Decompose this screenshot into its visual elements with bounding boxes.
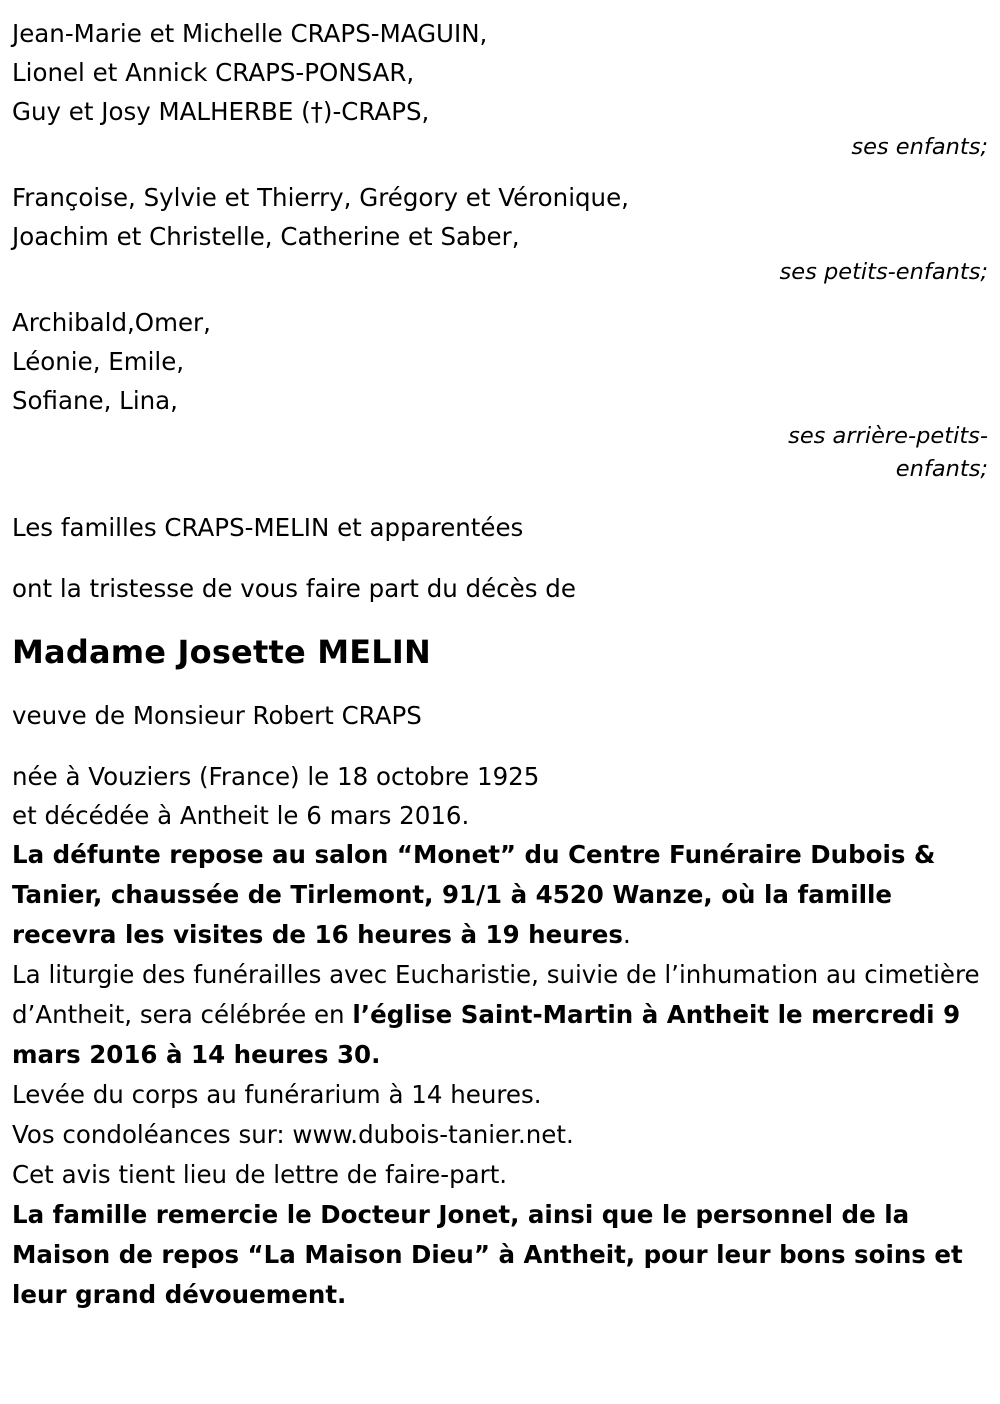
spacer [12,289,988,303]
repose-paragraph [12,835,988,955]
repose-text: La défunte repose au salon “Monet” du Centre Funéraire Dubois & Tanier, chaussée de Tirlemont, 91/1 à 4520 Wanze, où la famille recevra les visites de 16 heures à 19 heures [12,840,936,949]
child-line: Guy et Josy MALHERBE (†)-CRAPS, [12,97,430,126]
widow-of-line: veuve de Monsieur Robert CRAPS [12,701,422,730]
spacer [12,608,988,630]
great-grandchildren-block [12,303,988,486]
role-label-great-grandchildren-line1: ses arrière-petits- [788,423,988,449]
liturgy-paragraph [12,955,988,1075]
spacer [12,164,988,178]
levee-paragraph: Levée du corps au funérarium à 14 heures. [12,1080,542,1109]
grandchild-line: Françoise, Sylvie et Thierry, Grégory et Véronique, [12,183,629,212]
spacer [12,674,988,696]
role-label-grandchildren: ses petits-enfants; [779,259,988,285]
great-grandchild-line: Sofiane, Lina, [12,386,178,415]
great-grandchild-line: Léonie, Emile, [12,347,185,376]
death-line: et décédée à Antheit le 6 mars 2016. [12,801,470,830]
birth-line: née à Vouziers (France) le 18 octobre 1925 [12,762,540,791]
great-grandchild-line: Archibald,Omer, [12,308,211,337]
children-block [12,14,988,164]
spacer [12,735,988,757]
families-line: Les familles CRAPS-MELIN et apparentées [12,513,524,542]
child-line: Lionel et Annick CRAPS-PONSAR, [12,58,415,87]
repose-trailing: . [622,920,631,949]
notice-paragraph: Cet avis tient lieu de lettre de faire-part. [12,1160,508,1189]
role-label-great-grandchildren-line2: enfants; [895,456,988,482]
grandchild-line: Joachim et Christelle, Catherine et Saber, [12,222,520,251]
child-line: Jean-Marie et Michelle CRAPS-MAGUIN, [12,19,488,48]
announcement-intro: ont la tristesse de vous faire part du décès de [12,574,576,603]
spacer [12,547,988,569]
role-label-children: ses enfants; [851,134,988,160]
liturgy-text-part1: La liturgie des funérailles avec Eucharistie, suivie de l’inhumation au cimetière d’Antheit, sera célébrée en [12,960,980,1029]
thanks-paragraph: La famille remercie le Docteur Jonet, ainsi que le personnel de la Maison de repos “La Maison Dieu” à Antheit, pour leur bons soins et leur grand dévouement. [12,1200,963,1309]
condolences-paragraph: Vos condoléances sur: www.dubois-tanier.net. [12,1120,574,1149]
liturgy-text-part2: l’église Saint-Martin à Antheit le mercredi 9 mars 2016 à 14 heures 30. [12,1000,961,1069]
spacer [12,486,988,508]
deceased-name: Madame Josette MELIN [12,633,431,671]
grandchildren-block [12,178,988,289]
